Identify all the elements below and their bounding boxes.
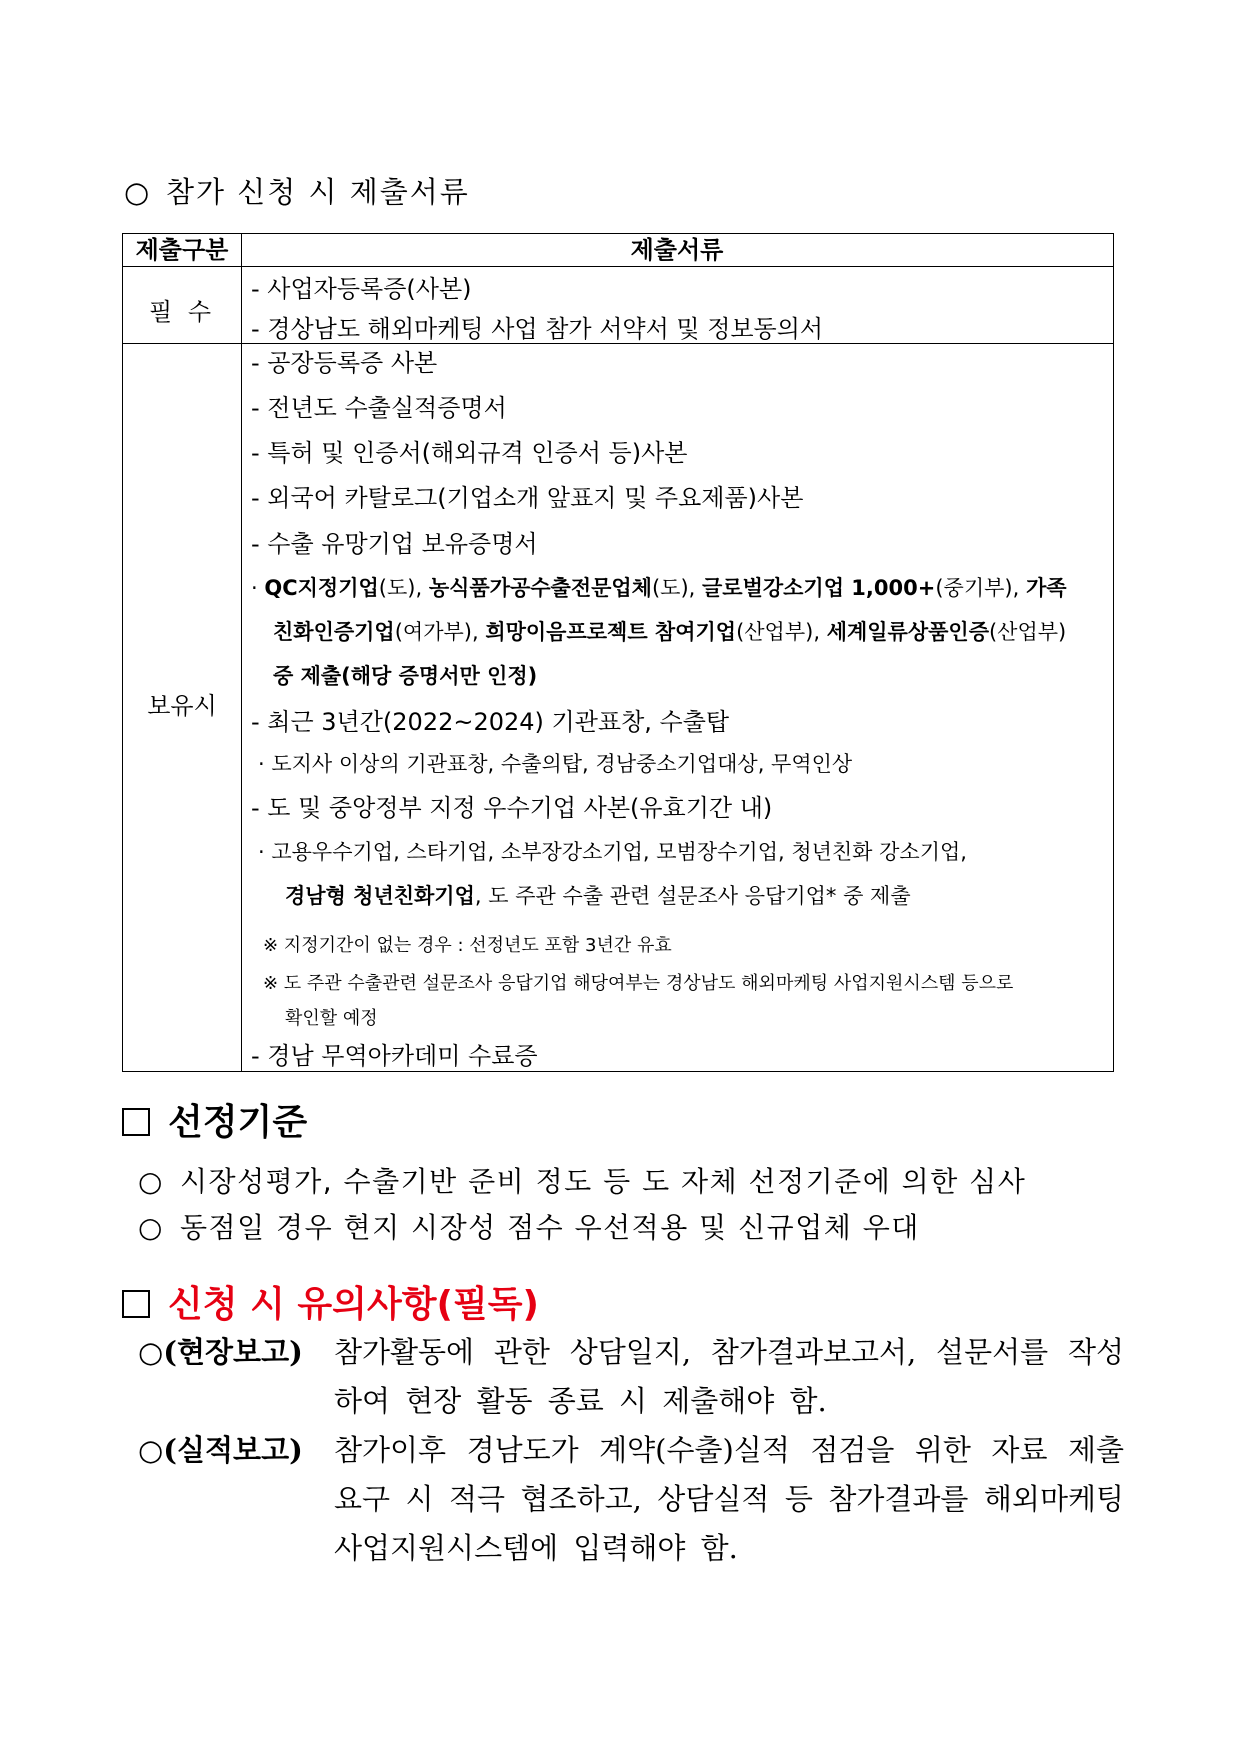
list-item: - 외국어 카탈로그(기업소개 앞표지 및 주요제품)사본: [251, 484, 804, 512]
notice-label: ○(현장보고): [138, 1335, 303, 1369]
table-divider: [123, 266, 1113, 267]
table-header-documents: 제출서류: [630, 236, 724, 264]
list-item-detail: · QC지정기업(도), 농식품가공수출전문업체(도), 글로벌강소기업 1,000+(중기부), 가족: [251, 576, 1067, 600]
list-item: - 수출 유망기업 보유증명서: [251, 530, 538, 558]
category-optional: 보유시: [147, 692, 217, 720]
list-item: - 최근 3년간(2022~2024) 기관표창, 수출탑: [251, 708, 730, 736]
circle-bullet-icon: ○: [124, 175, 152, 209]
checkbox-square-icon: [122, 1108, 150, 1136]
category-required: 필 수: [149, 298, 215, 326]
section-title: 선정기준: [168, 1102, 308, 1143]
list-item: - 특허 및 인증서(해외규격 인증서 등)사본: [251, 439, 688, 467]
list-item-detail: · 고용우수기업, 스타기업, 소부장강소기업, 모범장수기업, 청년친화 강소기업,: [258, 840, 967, 864]
section-heading-notice: [122, 1276, 539, 1327]
list-item: - 전년도 수출실적증명서: [251, 394, 507, 422]
list-item: - 공장등록증 사본: [251, 349, 438, 377]
list-item: - 도 및 중앙정부 지정 우수기업 사본(유효기간 내): [251, 794, 773, 822]
table-header-category: 제출구분: [135, 236, 229, 264]
note: ※ 지정기간이 없는 경우 : 선정년도 포함 3년간 유효: [263, 935, 672, 956]
circle-bullet-icon: ○: [138, 1211, 164, 1244]
list-item-detail: 친화인증기업(여가부), 희망이음프로젝트 참여기업(산업부), 세계일류상품인증(산업부): [273, 620, 1067, 644]
section-heading-documents: [124, 170, 470, 211]
notice-label: ○(실적보고): [138, 1433, 303, 1467]
notice-text: 참가활동에 관한 상담일지, 참가결과보고서, 설문서를 작성하여 현장 활동 종료 시 제출해야 함.: [334, 1335, 1124, 1418]
list-item: - 경남 무역아카데미 수료증: [251, 1042, 538, 1070]
list-item-detail: 중 제출(해당 증명서만 인정): [273, 664, 538, 688]
list-item: ○ 동점일 경우 현지 시장성 점수 우선적용 및 신규업체 우대: [138, 1211, 920, 1244]
section-title: 신청 시 유의사항(필독): [168, 1284, 539, 1325]
section-title: 참가 신청 시 제출서류: [166, 175, 470, 209]
table-divider: [241, 234, 242, 1071]
circle-bullet-icon: ○: [138, 1165, 164, 1198]
checkbox-square-icon: [122, 1290, 150, 1318]
list-item: - 사업자등록증(사본): [251, 275, 472, 303]
note: 확인할 예정: [285, 1008, 378, 1029]
list-item-detail: 경남형 청년친화기업, 도 주관 수출 관련 설문조사 응답기업* 중 제출: [285, 884, 911, 908]
note: ※ 도 주관 수출관련 설문조사 응답기업 해당여부는 경상남도 해외마케팅 사업지원시스템 등으로: [263, 973, 1014, 994]
list-item: ○ 시장성평가, 수출기반 준비 정도 등 도 자체 선정기준에 의한 심사: [138, 1165, 1027, 1198]
documents-table: [122, 233, 1114, 1072]
notice-text: 참가이후 경남도가 계약(수출)실적 점검을 위한 자료 제출 요구 시 적극 협조하고, 상담실적 등 참가결과를 해외마케팅 사업지원시스템에 입력해야 함.: [334, 1433, 1124, 1565]
list-item: - 경상남도 해외마케팅 사업 참가 서약서 및 정보동의서: [251, 315, 824, 343]
list-item-detail: · 도지사 이상의 기관표창, 수출의탑, 경남중소기업대상, 무역인상: [258, 752, 853, 776]
section-heading-criteria: [122, 1094, 307, 1145]
